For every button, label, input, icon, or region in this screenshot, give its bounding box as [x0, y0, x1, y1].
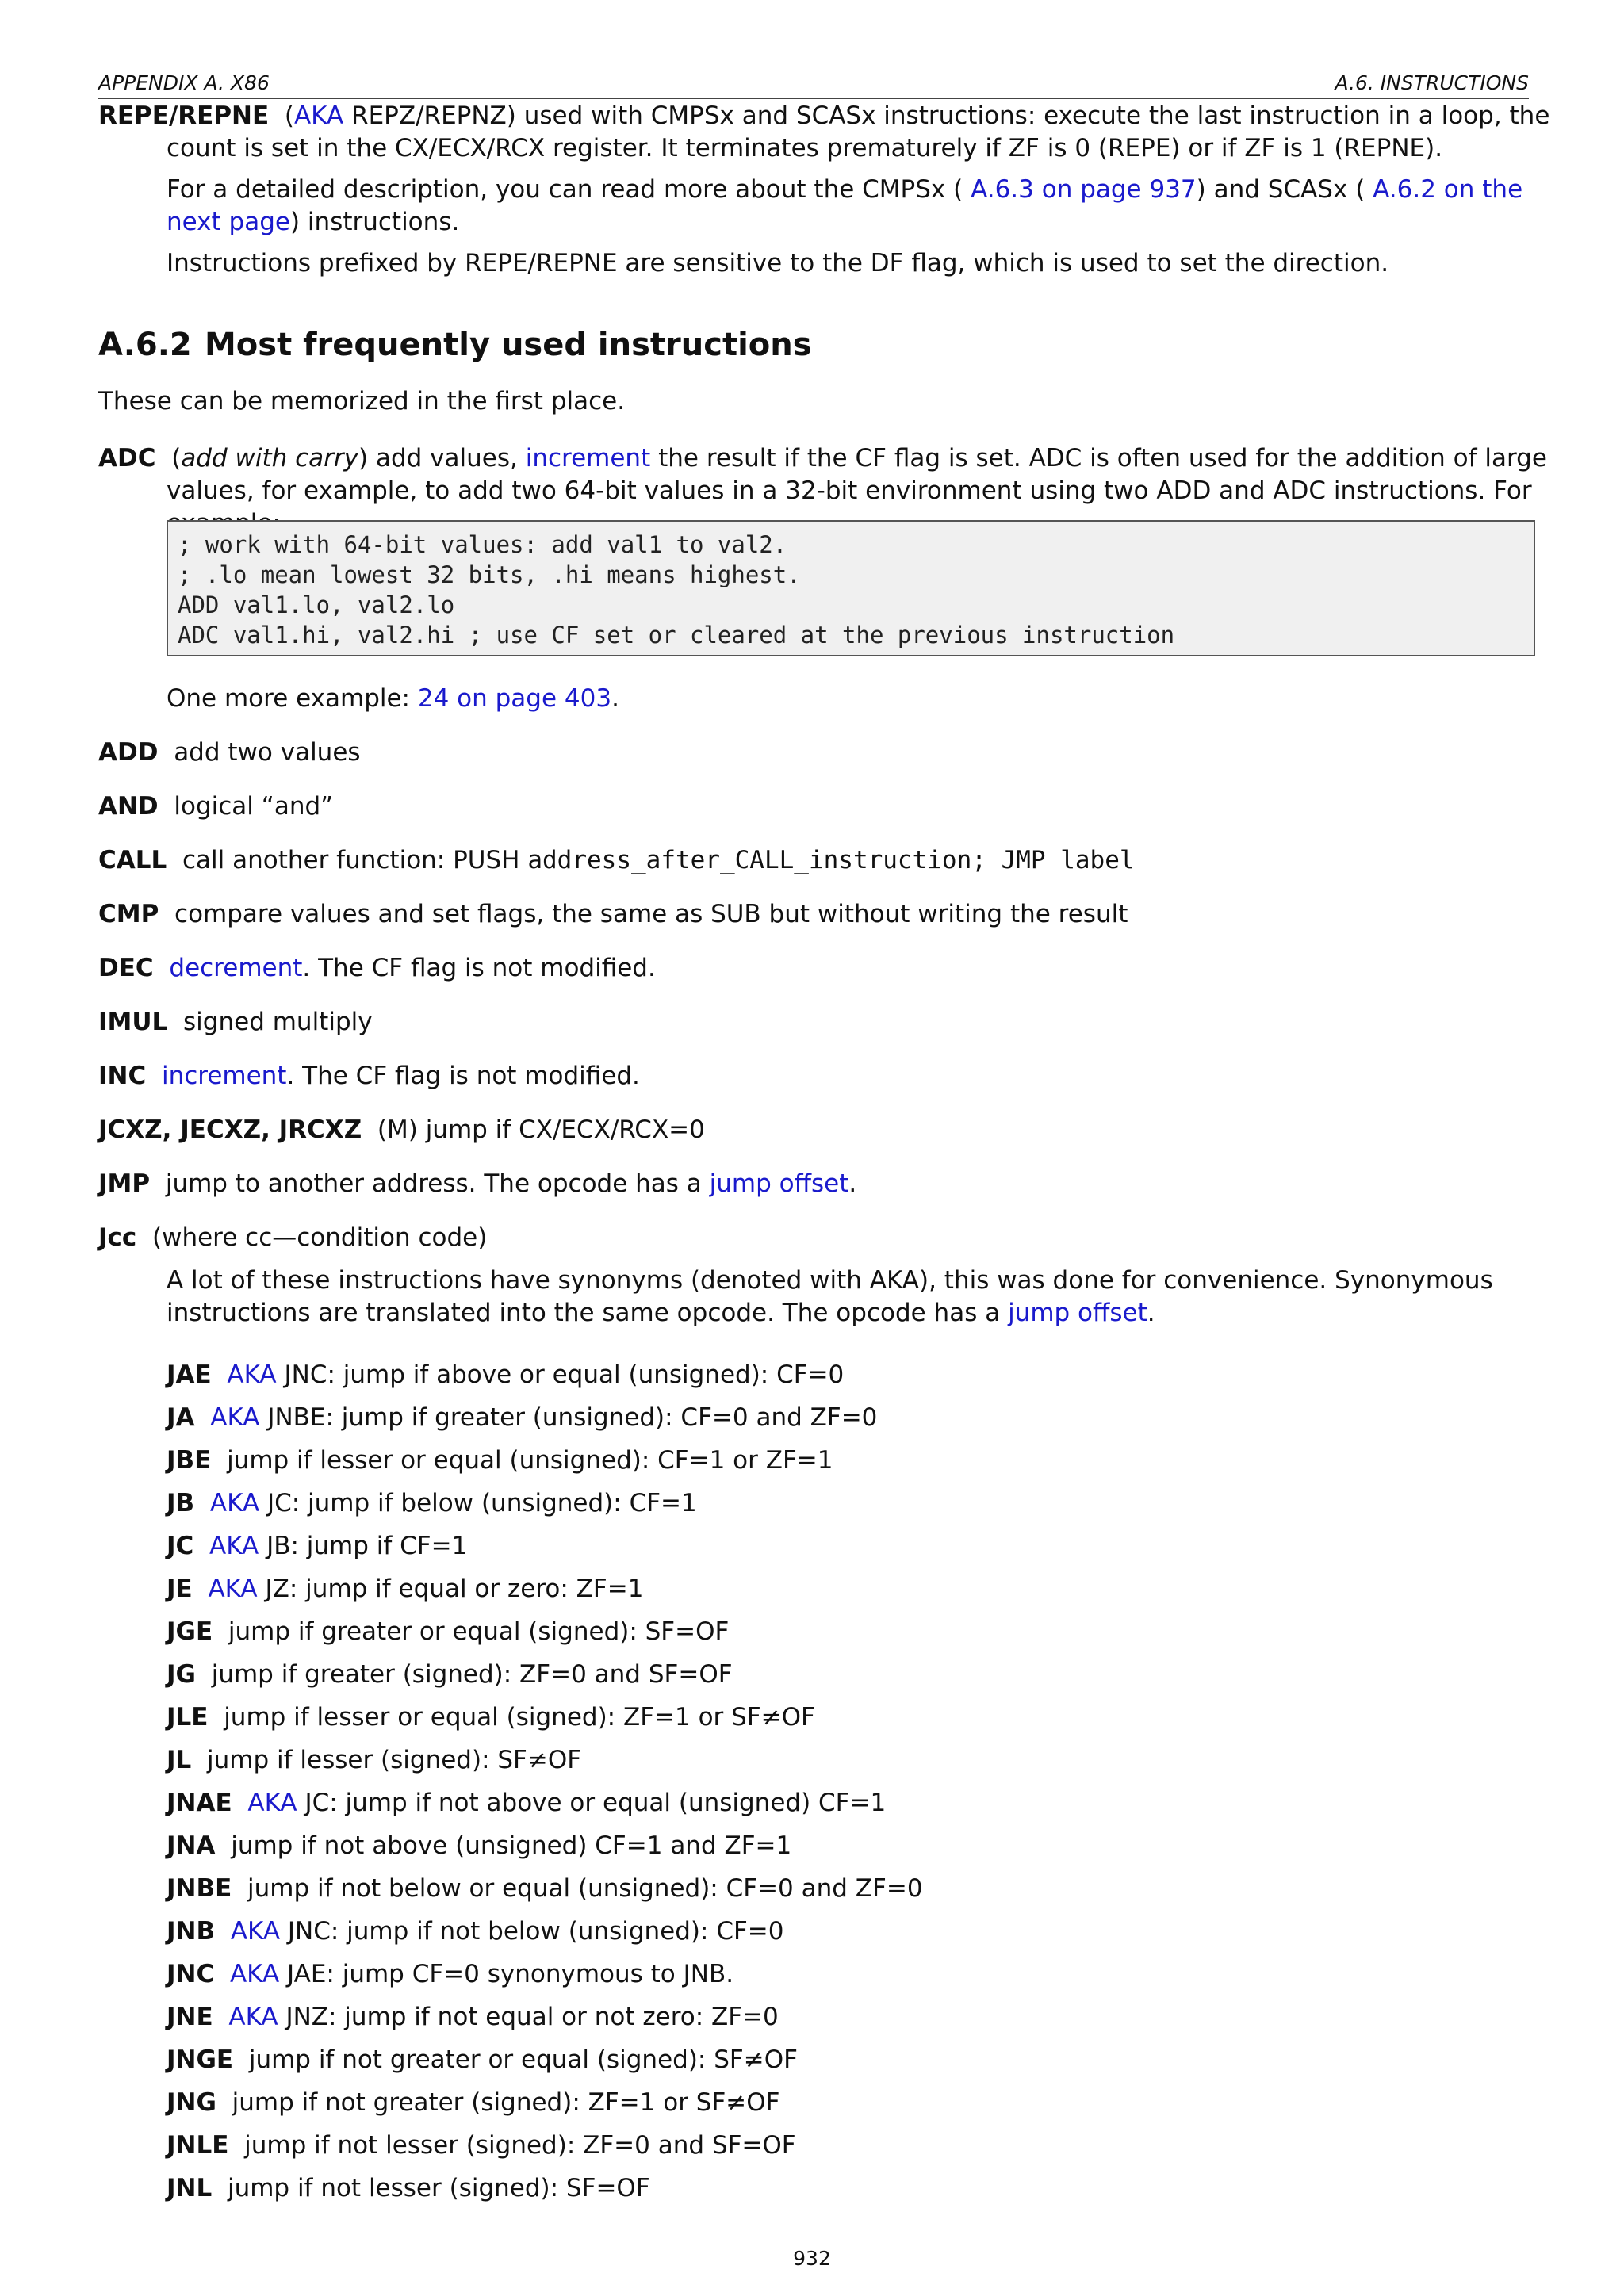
- imul-term: IMUL: [98, 1008, 168, 1036]
- jcc-op: JB: [167, 1489, 195, 1517]
- jcc-item-jl: [167, 1744, 581, 1777]
- call-code: address_after_CALL_instruction; JMP label: [527, 846, 1135, 874]
- jcc-op: JA: [167, 1403, 195, 1432]
- cmp-def: compare values and set flags, the same as SUB but without writing the result: [174, 900, 1128, 928]
- jcc-item-jnc: [167, 1958, 733, 1991]
- jcc-description: [167, 1265, 1529, 1330]
- adc-code-block: [167, 520, 1535, 656]
- jcc-desc: jump if lesser or equal (unsigned): CF=1 or ZF=1: [227, 1446, 833, 1475]
- repe-aka-link[interactable]: AKA: [293, 101, 344, 130]
- repe-detail-text-3: ) instructions.: [289, 208, 460, 236]
- repe-detail-text: For a detailed description, you can read more about the CMPSx (: [167, 175, 971, 204]
- repe-detail-text-2: ) and SCASx (: [1196, 175, 1373, 204]
- jcc-desc: jump if greater (signed): ZF=0 and SF=OF: [211, 1660, 733, 1689]
- jcc-desc: JAE: jump CF=0 synonymous to JNB.: [287, 1960, 734, 1988]
- code-line: ADD val1.lo, val2.lo: [178, 591, 455, 618]
- jcc-item-jae: [167, 1359, 844, 1391]
- jcc-item-jng: [167, 2087, 780, 2119]
- jcc-op: JNAE: [167, 1789, 232, 1817]
- jcc-desc: JB: jump if CF=1: [266, 1532, 468, 1560]
- jmp-def: jump to another address. The opcode has a: [165, 1169, 710, 1198]
- jmp-entry: [98, 1168, 1529, 1200]
- repe-df-note: Instructions prefixed by REPE/REPNE are sensitive to the DF flag, which is used to set the direction.: [167, 249, 1389, 277]
- jcc-item-jnbe: [167, 1873, 923, 1905]
- adc-def-a: add values,: [368, 444, 526, 473]
- jcc-desc: jump if not greater or equal (signed): SF≠OF: [248, 2045, 798, 2074]
- repe-entry: REPE/REPNE (AKA REPZ/REPNZ) used with CMPSx and SCASx instructions: execute the last instruction in a loop, the count is set in the CX/ECX/RCX register. It terminates prematurely if ZF is 0 (REPE) or if ZF is 1 (REPNE).: [98, 101, 1550, 163]
- jcc-desc: jump if greater or equal (signed): SF=OF: [228, 1617, 730, 1646]
- dec-link[interactable]: decrement: [169, 954, 303, 982]
- jcc-aka-link[interactable]: AKA: [210, 1403, 260, 1432]
- jcc-item-jnl: [167, 2172, 650, 2205]
- code-line: ; .lo mean lowest 32 bits, .hi means highest.: [178, 561, 801, 588]
- dec-entry: [98, 952, 1529, 985]
- jcc-desc: jump if lesser or equal (signed): ZF=1 or SF≠OF: [224, 1703, 815, 1732]
- running-header: [98, 70, 1529, 99]
- code-line: ; work with 64-bit values: add val1 to val2.: [178, 531, 787, 558]
- repe-def: REPZ/REPNZ) used with CMPSx and SCASx instructions: execute the last instruction in a loop, the count is set in the CX/ECX/RCX register. It terminates prematurely if ZF is 0 (REPE) or if ZF is 1 (REPNE).: [167, 101, 1550, 163]
- jcxz-def: (M) jump if CX/ECX/RCX=0: [377, 1115, 705, 1144]
- jcc-op: JC: [167, 1532, 194, 1560]
- inc-term: INC: [98, 1062, 147, 1090]
- header-right: A.6. INSTRUCTIONS: [1335, 71, 1529, 94]
- jcc-offset-link[interactable]: jump offset: [1008, 1299, 1147, 1327]
- jcc-op: JNGE: [167, 2045, 234, 2074]
- jcc-op: JNA: [167, 1831, 216, 1860]
- add-def: add two values: [174, 738, 361, 767]
- adc-def-b: the result if the CF flag is set. ADC is often used for the addition of large values, for example, to add two 64-bit values in a 32-bit environment using two ADD and ADC instructions. For: [167, 444, 1547, 505]
- jcc-item-jna: [167, 1830, 791, 1862]
- jcc-term: Jcc: [98, 1223, 137, 1252]
- adc-increment-link[interactable]: increment: [525, 444, 651, 473]
- page-number: 932: [793, 2247, 831, 2270]
- imul-entry: [98, 1006, 1529, 1039]
- jcc-entry: [98, 1222, 1529, 1254]
- jcc-op: JNB: [167, 1917, 216, 1946]
- and-entry: [98, 790, 1529, 823]
- jcc-op: JL: [167, 1746, 192, 1774]
- jcc-op: JNG: [167, 2088, 216, 2117]
- jcc-op: JNLE: [167, 2131, 229, 2160]
- jcc-aka-link[interactable]: AKA: [228, 2003, 278, 2031]
- jcc-desc: JC: jump if below (unsigned): CF=1: [266, 1489, 697, 1517]
- section-intro: These can be memorized in the first place.: [98, 387, 626, 415]
- jcxz-entry: [98, 1114, 1529, 1146]
- jcc-op: JAE: [167, 1360, 212, 1389]
- section-title: Most frequently used instructions: [205, 327, 812, 363]
- jcc-item-jnb: [167, 1915, 784, 1948]
- jmp-offset-link[interactable]: jump offset: [709, 1169, 849, 1198]
- scas-link[interactable]: A.6.2 on the next page: [167, 175, 1523, 236]
- adc-paren: add with carry: [181, 444, 359, 473]
- jcc-op: JNBE: [167, 1874, 232, 1903]
- jcc-desc: jump if not below or equal (unsigned): CF=0 and ZF=0: [247, 1874, 923, 1903]
- jcc-aka-link[interactable]: AKA: [209, 1489, 260, 1517]
- header-left: APPENDIX A. X86: [98, 71, 270, 94]
- adc-more-text: One more example:: [167, 684, 418, 713]
- jcc-def: (where cc—condition code): [152, 1223, 488, 1252]
- jcc-aka-link[interactable]: AKA: [247, 1789, 297, 1817]
- inc-entry: [98, 1060, 1529, 1093]
- jcxz-term: JCXZ, JECXZ, JRCXZ: [98, 1115, 362, 1144]
- jcc-desc: JZ: jump if equal or zero: ZF=1: [265, 1575, 644, 1603]
- adc-term: ADC: [98, 444, 156, 473]
- dec-def: . The CF flag is not modified.: [302, 954, 656, 982]
- jcc-item-jnge: [167, 2044, 798, 2076]
- jcc-item-jbe: [167, 1445, 833, 1477]
- and-def: logical “and”: [174, 792, 334, 821]
- dec-term: DEC: [98, 954, 154, 982]
- jcc-item-jne: [167, 2001, 779, 2034]
- inc-link[interactable]: increment: [161, 1062, 287, 1090]
- cmp-term: CMP: [98, 900, 159, 928]
- jcc-item-jnle: [167, 2130, 796, 2162]
- jcc-item-je: [167, 1573, 643, 1605]
- jcc-desc: JNBE: jump if greater (unsigned): CF=0 and ZF=0: [267, 1403, 878, 1432]
- call-def: call another function: PUSH: [182, 846, 528, 874]
- cmp-entry: [98, 898, 1529, 931]
- call-entry: [98, 844, 1529, 877]
- jcc-op: JG: [167, 1660, 196, 1689]
- adc-more-tail: .: [611, 684, 619, 713]
- jcc-aka-link[interactable]: AKA: [227, 1360, 277, 1389]
- jcc-item-jc: [167, 1530, 467, 1563]
- jcc-item-jb: [167, 1487, 697, 1520]
- jcc-aka-link[interactable]: AKA: [230, 1917, 281, 1946]
- add-entry: [98, 737, 1529, 769]
- section-number: A.6.2: [98, 327, 192, 363]
- jcc-desc: JNZ: jump if not equal or not zero: ZF=0: [285, 2003, 779, 2031]
- and-term: AND: [98, 792, 159, 821]
- jcc-desc: JC: jump if not above or equal (unsigned) CF=1: [304, 1789, 887, 1817]
- jcc-item-jg: [167, 1659, 733, 1691]
- jcc-aka-link[interactable]: AKA: [208, 1575, 258, 1603]
- jcc-op: JLE: [167, 1703, 209, 1732]
- jmp-term: JMP: [98, 1169, 151, 1198]
- jcc-desc: jump if lesser (signed): SF≠OF: [207, 1746, 582, 1774]
- jcc-desc: jump if not lesser (signed): SF=OF: [227, 2174, 650, 2202]
- jcc-item-jge: [167, 1616, 729, 1648]
- code-line: ADC val1.hi, val2.hi ; use CF set or cleared at the previous instruction: [178, 622, 1175, 649]
- jcc-op: JBE: [167, 1446, 212, 1475]
- section-heading: [98, 327, 812, 363]
- call-term: CALL: [98, 846, 167, 874]
- inc-def: . The CF flag is not modified.: [286, 1062, 640, 1090]
- imul-def: signed multiply: [183, 1008, 373, 1036]
- adc-entry: ADC (add with carry) add values, increment the result if the CF flag is set. ADC is often used for the addition of large values, for example, to add two 64-bit values in a 32-bit environment using two ADD and ADC instructions. For: [98, 442, 1597, 540]
- adc-more: [167, 683, 1529, 715]
- jcc-op: JNE: [167, 2003, 213, 2031]
- jcc-op: JGE: [167, 1617, 213, 1646]
- jmp-tail: .: [848, 1169, 857, 1198]
- jcc-desc-tail: .: [1147, 1299, 1155, 1327]
- jcc-op: JE: [167, 1575, 193, 1603]
- jcc-desc: jump if not greater (signed): ZF=1 or SF≠OF: [232, 2088, 780, 2117]
- repe-detail: [167, 174, 1529, 239]
- jcc-op: JNL: [167, 2174, 213, 2202]
- jcc-op: JNC: [167, 1960, 215, 1988]
- cmps-link[interactable]: A.6.3 on page 937: [971, 175, 1197, 204]
- jcc-desc-text: A lot of these instructions have synonyms (denoted with AKA), this was done for convenience. Synonymous instructions are translated into the same opcode. The opcode has a: [167, 1266, 1493, 1327]
- jcc-item-jle: [167, 1701, 815, 1734]
- jcc-desc: jump if not above (unsigned) CF=1 and ZF=1: [231, 1831, 792, 1860]
- jcc-desc: JNC: jump if above or equal (unsigned): CF=0: [284, 1360, 845, 1389]
- jcc-desc: jump if not lesser (signed): ZF=0 and SF=OF: [244, 2131, 796, 2160]
- jcc-item-ja: [167, 1402, 877, 1434]
- adc-more-link[interactable]: 24 on page 403: [417, 684, 612, 713]
- add-term: ADD: [98, 738, 159, 767]
- jcc-desc: JNC: jump if not below (unsigned): CF=0: [287, 1917, 784, 1946]
- jcc-item-jnae: [167, 1787, 886, 1820]
- jcc-aka-link[interactable]: AKA: [209, 1532, 259, 1560]
- repe-term: REPE/REPNE: [98, 101, 270, 130]
- jcc-aka-link[interactable]: AKA: [229, 1960, 280, 1988]
